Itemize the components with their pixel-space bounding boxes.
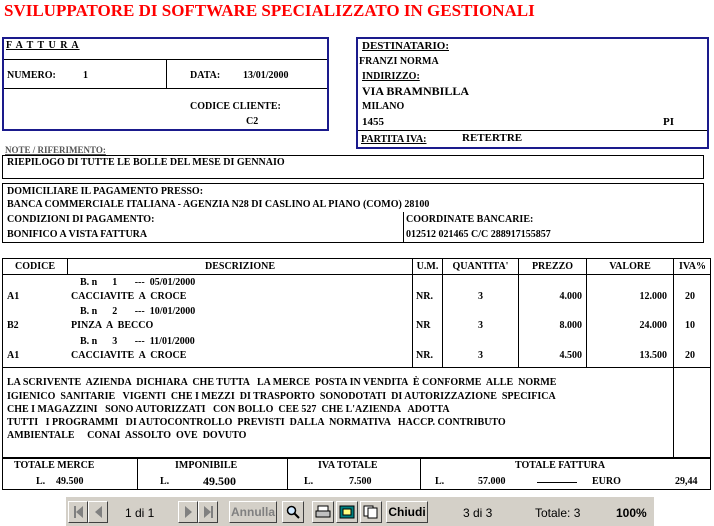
row-um: NR. (416, 291, 433, 302)
row-bolla: B. n 3 --- 11/01/2000 (80, 336, 195, 347)
totale-merce-value: 49.500 (56, 476, 84, 487)
iva-totale-label: IVA TOTALE (318, 460, 378, 471)
codice-cliente-label: CODICE CLIENTE: (190, 101, 281, 112)
conditions-value: BONIFICO A VISTA FATTURA (7, 229, 148, 240)
recipient-city: MILANO (362, 101, 405, 112)
print-button[interactable] (312, 501, 334, 523)
header-codice: CODICE (14, 261, 55, 272)
recipient-street: VIA BRAMNBILLA (362, 84, 470, 98)
recipient-province: PI (663, 116, 674, 128)
conditions-label: CONDIZIONI DI PAGAMENTO: (7, 214, 155, 225)
row-um: NR. (416, 350, 433, 361)
totale-fattura-prefix: L. (435, 476, 445, 487)
header-descrizione: DESCRIZIONE (204, 261, 276, 272)
piva-value: RETERTRE (462, 132, 523, 144)
export-button[interactable] (336, 501, 358, 523)
note-text: RIEPILOGO DI TUTTE LE BOLLE DEL MESE DI GENNAIO (7, 157, 285, 168)
row-code: A1 (7, 291, 20, 302)
row-bolla: B. n 2 --- 10/01/2000 (80, 306, 196, 317)
data-label: DATA: (190, 70, 221, 81)
row-desc: PINZA A BECCO (71, 320, 154, 331)
row-qty: 3 (478, 350, 483, 361)
imponibile-label: IMPONIBILE (175, 460, 238, 471)
row-value: 13.500 (639, 350, 667, 361)
codice-cliente-value: C2 (246, 116, 259, 127)
header-iva: IVA% (678, 261, 707, 272)
row-price: 4.500 (559, 350, 582, 361)
totale-fattura-label: TOTALE FATTURA (515, 460, 606, 471)
last-page-button[interactable] (198, 501, 218, 523)
chiudi-button[interactable]: Chiudi (386, 501, 428, 523)
coords-label: COORDINATE BANCARIE: (406, 214, 534, 225)
recipient-heading: DESTINATARIO: (362, 40, 449, 52)
zoom-indicator: 100% (616, 506, 647, 520)
euro-label: EURO (592, 476, 621, 487)
totale-fattura-value: 57.000 (478, 476, 506, 487)
preview-toolbar (66, 496, 654, 526)
recipient-cap: 1455 (362, 116, 384, 128)
numero-value: 1 (83, 70, 88, 81)
row-bolla: B. n 1 --- 05/01/2000 (80, 277, 196, 288)
row-price: 4.000 (559, 291, 582, 302)
last-page-icon (204, 506, 211, 518)
header-quantita: QUANTITA' (452, 261, 509, 272)
row-um: NR (416, 320, 431, 331)
imponibile-value: 49.500 (203, 474, 236, 488)
declaration-line: TUTTI I PROGRAMMI DI AUTOCONTROLLO PREVISTI DALLA NORMATIVA HACCP. CONTRIBUTO (7, 417, 506, 428)
declaration-line: AMBIENTALE CONAI ASSOLTO OVE DOVUTO (7, 430, 247, 441)
row-code: A1 (7, 350, 20, 361)
piva-label: PARTITA IVA: (361, 134, 427, 145)
coords-value: 012512 021465 C/C 288917155857 (406, 229, 551, 240)
totale-merce-prefix: L. (36, 476, 46, 487)
header-um: U.M. (416, 261, 439, 272)
row-desc: CACCIAVITE A CROCE (71, 291, 187, 302)
copy-button[interactable] (360, 501, 382, 523)
row-desc: CACCIAVITE A CROCE (71, 350, 187, 361)
declaration-line: CHE I MAGAZZINI SONO AUTORIZZATI CON BOLLO CEE 527 CHE L'AZIENDA ADOTTA (7, 404, 450, 415)
bank-text: BANCA COMMERCIALE ITALIANA - AGENZIA N28 DI CASLINO AL PIANO (COMO) 28100 (7, 199, 430, 210)
printer-icon (315, 505, 331, 519)
zoom-button[interactable] (282, 501, 304, 523)
row-code: B2 (7, 320, 19, 331)
row-iva: 20 (685, 350, 695, 361)
header-valore: VALORE (609, 261, 651, 272)
magnifier-icon (286, 505, 300, 519)
header-prezzo: PREZZO (531, 261, 574, 272)
row-value: 12.000 (639, 291, 667, 302)
next-page-icon (185, 506, 192, 518)
copy-icon (363, 505, 379, 519)
numero-label: NUMERO: (7, 70, 56, 81)
domicile-label: DOMICILIARE IL PAGAMENTO PRESSO: (7, 186, 204, 197)
first-page-button[interactable] (68, 501, 88, 523)
declaration-line: LA SCRIVENTE AZIENDA DICHIARA CHE TUTTA LA MERCE POSTA IN VENDITA È CONFORME ALLE NORME (7, 377, 557, 388)
prev-page-button[interactable] (88, 501, 108, 523)
row-qty: 3 (478, 291, 483, 302)
euro-value: 29,44 (675, 476, 698, 487)
annulla-button[interactable]: Annulla (229, 501, 277, 523)
data-value: 13/01/2000 (243, 70, 289, 81)
invoice-heading: F A T T U R A (6, 40, 80, 51)
export-icon (339, 505, 355, 519)
iva-totale-value: 7.500 (349, 476, 372, 487)
totale-merce-label: TOTALE MERCE (14, 460, 95, 471)
row-qty: 3 (478, 320, 483, 331)
row-price: 8.000 (559, 320, 582, 331)
recipient-name: FRANZI NORMA (359, 56, 439, 67)
imponibile-prefix: L. (160, 476, 170, 487)
row-iva: 10 (685, 320, 695, 331)
total-indicator: Totale: 3 (535, 506, 581, 520)
note-label: NOTE / RIFERIMENTO: (5, 145, 106, 155)
indirizzo-label: INDIRIZZO: (362, 71, 420, 82)
iva-totale-prefix: L. (304, 476, 314, 487)
pages-indicator: 3 di 3 (463, 506, 493, 520)
row-iva: 20 (685, 291, 695, 302)
next-page-button[interactable] (178, 501, 198, 523)
page-indicator: 1 di 1 (125, 506, 155, 520)
row-value: 24.000 (639, 320, 667, 331)
declaration-line: IGIENICO SANITARIE VIGENTI CHE I MEZZI DI TRASPORTO SONODOTATI DI AUTORIZZAZIONE SPECIFICA (7, 391, 556, 402)
prev-page-icon (95, 506, 102, 518)
company-title: SVILUPPATORE DI SOFTWARE SPECIALIZZATO IN GESTIONALI (4, 1, 535, 20)
